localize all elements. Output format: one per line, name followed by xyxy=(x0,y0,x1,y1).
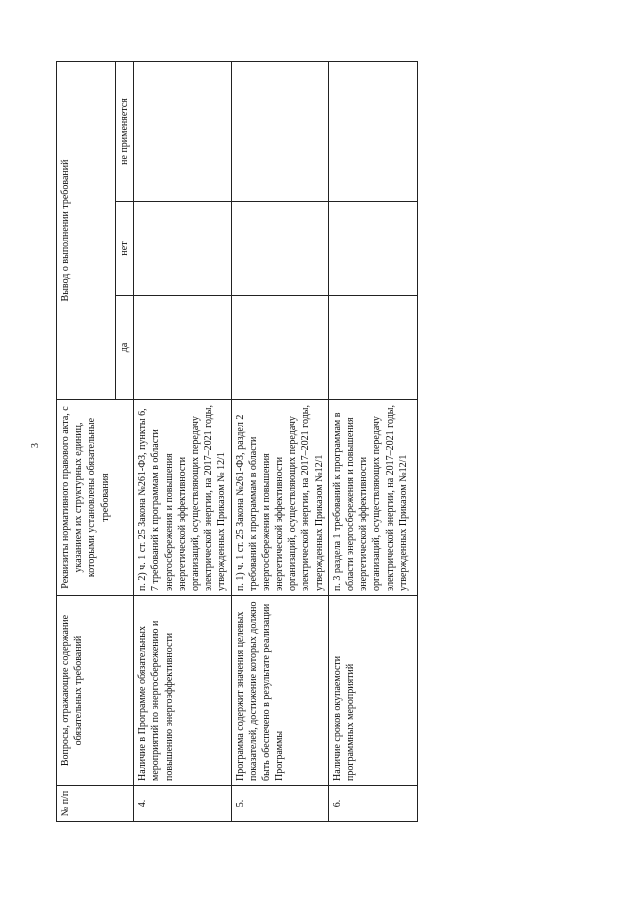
cell-not-applicable[interactable] xyxy=(134,61,231,201)
row-question: Наличие в Программе обязательных мероприятий по энергосбережению и повышению энергоэффективности xyxy=(134,596,231,786)
cell-yes[interactable] xyxy=(134,296,231,400)
header-yes: да xyxy=(116,296,134,400)
page-number: 3 xyxy=(30,443,41,448)
row-requisites: п. 2) ч. 1 ст. 25 Закона №261-ФЗ, пункты 6, 7 требований к программам в области энергосбережения и повышения энергетической эффективности организаций, осуществляющих передачу электрической энергии, на 2017–2021 годы, утвержденных Приказом № 12/1 xyxy=(134,400,231,596)
cell-yes[interactable] xyxy=(231,296,328,400)
cell-not-applicable[interactable] xyxy=(328,61,417,201)
row-number: 5. xyxy=(231,786,328,822)
header-not-applicable: не применяется xyxy=(116,61,134,201)
header-no: нет xyxy=(116,202,134,296)
row-requisites: п. 3 раздела 1 требований к программам в области энергосбережения и повышения энергетической эффективности организаций, осуществляющих передачу электрической энергии, на 2017–2021 годы, утвержденных Приказом №12/1 xyxy=(328,400,417,596)
cell-no[interactable] xyxy=(134,202,231,296)
cell-not-applicable[interactable] xyxy=(231,61,328,201)
row-question: Наличие сроков окупаемости программных мероприятий xyxy=(328,596,417,786)
rotated-table-container xyxy=(56,62,409,822)
table-row xyxy=(328,61,417,821)
cell-no[interactable] xyxy=(328,202,417,296)
header-question: Вопросы, отражающие содержание обязательных требований xyxy=(57,596,134,786)
header-num: № п/п xyxy=(57,786,134,822)
cell-no[interactable] xyxy=(231,202,328,296)
row-question: Программа содержит значения целевых показателей, достижение которых должно быть обеспечено в результате реализации Программы xyxy=(231,596,328,786)
row-requisites: п. 1) ч. 1 ст. 25 Закона №261-ФЗ, раздел 2 требований к программам в области энергосбережения и повышения энергетической эффективности организаций, осуществляющих передачу электрической энергии, на 2017–2021 годы, утвержденных Приказом №12/1 xyxy=(231,400,328,596)
table-row xyxy=(231,61,328,821)
cell-yes[interactable] xyxy=(328,296,417,400)
header-conclusion: Вывод о выполнении требований xyxy=(57,61,116,399)
row-number: 4. xyxy=(134,786,231,822)
table-header-row xyxy=(57,61,116,821)
header-requisites: Реквизиты нормативного правового акта, с указанием их структурных единиц, которыми установлены обязательные требования xyxy=(57,400,134,596)
table-row xyxy=(134,61,231,821)
requirements-table xyxy=(56,61,418,822)
row-number: 6. xyxy=(328,786,417,822)
